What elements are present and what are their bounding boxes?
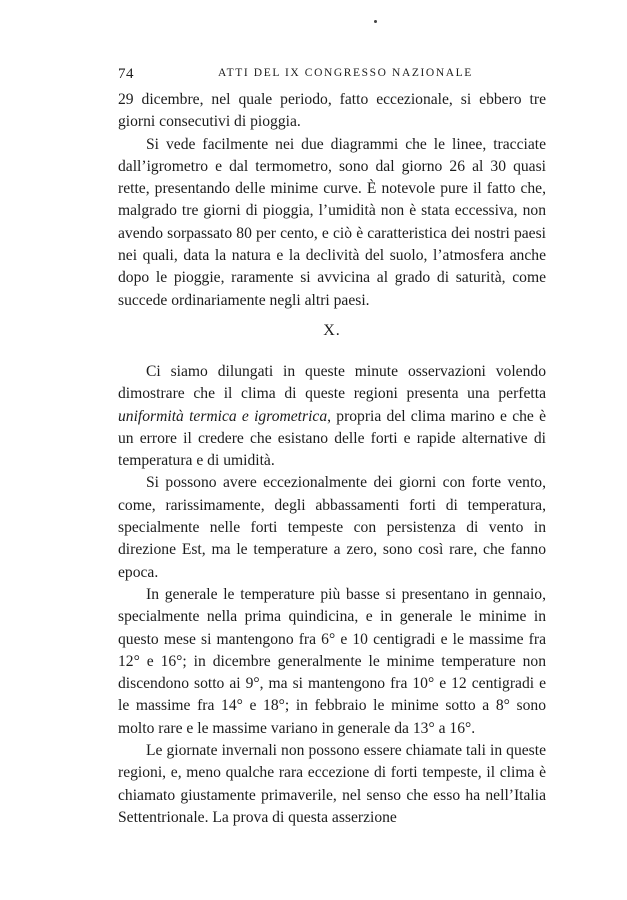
section-heading: X. xyxy=(323,322,341,339)
paragraph-uniformity-start: Ci siamo dilungati in queste minute osservazioni volendo dimostrare che il clima di queste regioni presenta una perfetta xyxy=(118,363,546,403)
paragraph-continuation: 29 dicembre, nel quale periodo, fatto eccezionale, si ebbero tre giorni consecutivi di pioggia. xyxy=(118,91,546,131)
running-title: ATTI DEL IX CONGRESSO NAZIONALE xyxy=(218,67,473,79)
text-block-continued xyxy=(118,89,546,312)
emphasis-phrase: uniformità termica e igrometrica xyxy=(118,407,328,425)
ink-speck xyxy=(374,20,377,23)
paragraph-diagrams: Si vede facilmente nei due diagrammi che le linee, tracciate dall’igrometro e dal termometro, sono dal giorno 26 al 30 quasi rette, presentando delle minime curve. È notevole pure il fatto che, malgrado tre giorni di pioggia, l’umidità non è stata eccessiva, non avendo sorpassato 80 per cento, e ciò è caratteristica dei nostri paesi nei quali, data la natura e la declività del suolo, l’atmosfera anche dopo le pioggie, raramente si avvicina al grado di saturità, come succede ordinariamente negli altri paesi. xyxy=(118,135,546,309)
page-number: 74 xyxy=(118,66,134,82)
paragraph-temperatures: In generale le temperature più basse si presentano in gennaio, specialmente nella prima quindicina, e in generale le minime in questo mese si mantengono fra 6° e 10 centigradi e le massime fra 12° e 16°; in dicembre generalmente le minime temperature non discendono sotto ai 9°, ma si mantengono fra 10° e 12 centigradi e le massime fra 14° e 18°; in febbraio le minime sotto a 8° sono molto rare e le massime variano in generale da 13° a 16°. xyxy=(118,585,546,737)
page-header xyxy=(118,66,544,86)
paragraph-uniformity-end: , propria del clima marino e che è un errore il credere che esistano delle forti e rapide alternative di temperatura e di umidità. xyxy=(118,407,546,470)
paragraph-wind: Si possono avere eccezionalmente dei giorni con forte vento, come, rarissimamente, degli abbassamenti forti di temperatura, specialmente nelle forti tempeste con persistenza di vento in direzione Est, ma le temperature a zero, sono così rare, che fanno epoca. xyxy=(118,474,546,581)
paragraph-uniformity xyxy=(118,361,546,472)
text-block-section-x xyxy=(118,361,546,829)
paragraph-winter-days: Le giornate invernali non possono essere chiamate tali in queste regioni, e, meno qualche rara eccezione di forti tempeste, il clima è chiamato giustamente primaverile, nel senso che esso ha nell’Italia Settentrionale. La prova di questa asserzione xyxy=(118,742,546,826)
